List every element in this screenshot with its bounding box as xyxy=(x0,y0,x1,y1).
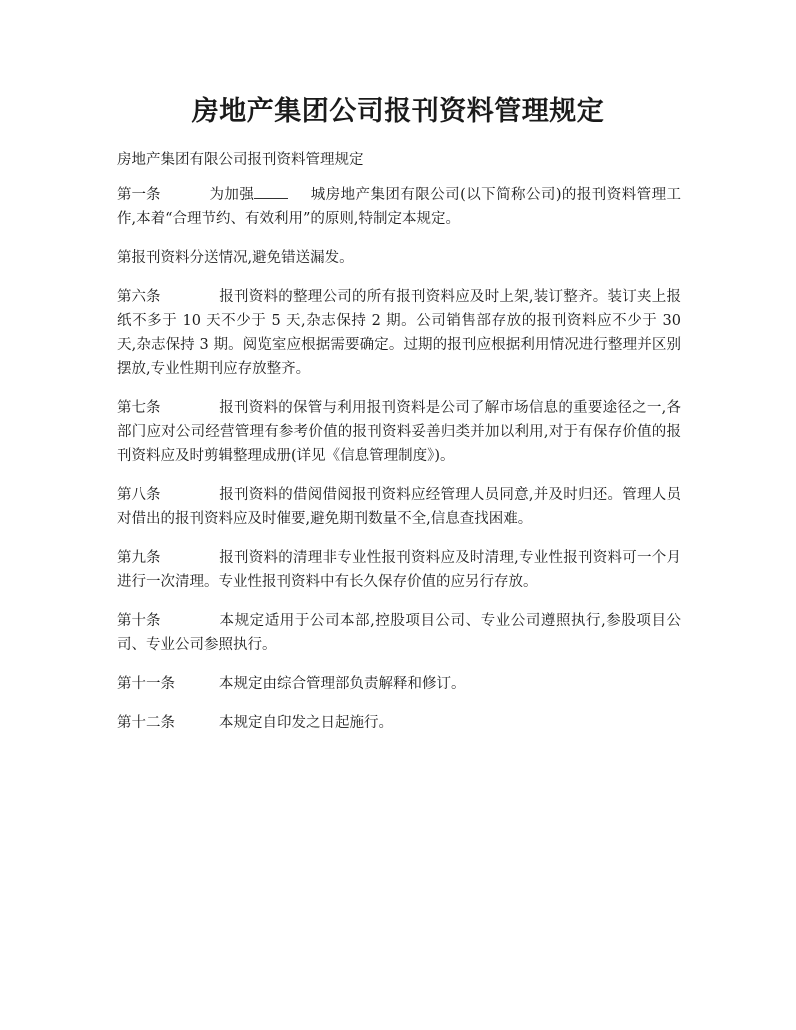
document-title: 房地产集团公司报刊资料管理规定 xyxy=(191,96,605,127)
article-number: 第七条 xyxy=(117,400,161,416)
article-number: 第九条 xyxy=(117,550,161,566)
article-11 xyxy=(117,672,681,696)
document-subtitle: 房地产集团有限公司报刊资料管理规定 xyxy=(117,152,364,168)
article-text: 本规定由综合管理部负责解释和修订。 xyxy=(219,676,466,692)
document-body xyxy=(117,183,681,750)
article-10 xyxy=(117,609,681,657)
blank-line xyxy=(254,184,288,199)
article-fragment xyxy=(117,246,681,270)
article-text: 报刊资料的清理非专业性报刊资料应及时清理,专业性报刊资料可一个月进行一次清理。专业性报刊资料中有长久保存价值的应另行存放。 xyxy=(117,550,681,590)
article-number: 第六条 xyxy=(117,289,161,305)
article-text-part: 城房地产集团有限公司(以下简称公司)的报刊资料管理工作,本着“合理节约、有效利用”的原则,特制定本规定。 xyxy=(117,187,682,227)
article-text: 本规定自印发之日起施行。 xyxy=(219,715,393,731)
article-text: 报刊资料的保管与利用报刊资料是公司了解市场信息的重要途径之一,各部门应对公司经营管理有参考价值的报刊资料妥善归类并加以利用,对于有保存价值的报刊资料应及时剪辑整理成册(详见《信息管理制度》)。 xyxy=(117,400,681,464)
article-number: 第一条 xyxy=(117,187,161,203)
article-number: 第八条 xyxy=(117,487,161,503)
article-text: 报刊资料的整理公司的所有报刊资料应及时上架,装订整齐。装订夹上报纸不多于 10 天不少于 5 天,杂志保持 2 期。公司销售部存放的报刊资料应不少于 30 天,杂志保持 3 期。阅览室应根据需要确定。过期的报刊应根据利用情况进行整理并区别摆放,专业性期刊应存放整齐。 xyxy=(117,289,681,377)
article-text: 第报刊资料分送情况,避免错送漏发。 xyxy=(117,250,354,266)
article-text-part: 为加强 xyxy=(209,187,255,203)
article-7 xyxy=(117,396,681,468)
article-text: 报刊资料的借阅借阅报刊资料应经管理人员同意,并及时归还。管理人员对借出的报刊资料应及时催要,避免期刊数量不全,信息查找困难。 xyxy=(117,487,681,527)
article-6 xyxy=(117,285,681,381)
article-1 xyxy=(117,183,681,231)
article-number: 第十条 xyxy=(117,613,161,629)
article-8 xyxy=(117,483,681,531)
article-12 xyxy=(117,711,681,735)
article-number: 第十一条 xyxy=(117,676,175,692)
article-text: 本规定适用于公司本部,控股项目公司、专业公司遵照执行,参股项目公司、专业公司参照执行。 xyxy=(117,613,681,653)
article-9 xyxy=(117,546,681,594)
article-number: 第十二条 xyxy=(117,715,175,731)
